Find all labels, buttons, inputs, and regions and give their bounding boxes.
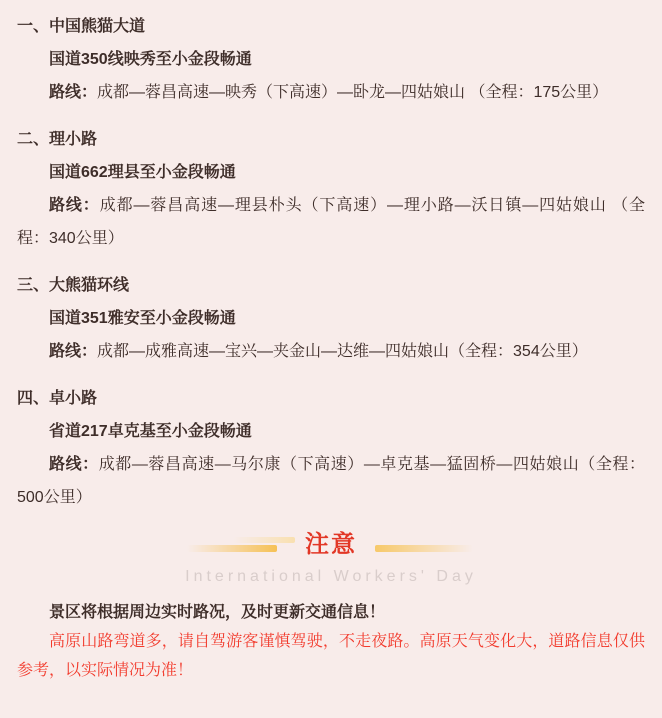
route-label: 路线： xyxy=(49,197,100,214)
notice-info-text: 景区将根据周边实时路况，及时更新交通信息！ xyxy=(49,604,386,621)
route-text: 成都—蓉昌高速—理县朴头（下高速）—理小路—沃日镇—四姑娘山 （全程：340公里） xyxy=(17,197,645,247)
route-label: 路线： xyxy=(49,456,99,473)
route-section-4 xyxy=(17,382,645,514)
route-section-heading: 二、理小路 xyxy=(17,131,98,148)
route-section-heading: 三、大熊猫环线 xyxy=(17,277,130,294)
notice-title: 注意 xyxy=(305,531,357,558)
route-text: 成都—蓉昌高速—马尔康（下高速）—卓克基—猛固桥—四姑娘山（全程：500公里） xyxy=(17,456,645,506)
gold-line-left-upper xyxy=(233,537,295,543)
route-section-heading: 四、卓小路 xyxy=(17,390,98,407)
route-description xyxy=(17,335,645,368)
route-description xyxy=(17,448,645,514)
gold-line-right-main xyxy=(375,545,473,552)
notice-subtitle-english: International Workers' Day xyxy=(185,568,477,585)
route-section-subtitle: 国道351雅安至小金段畅通 xyxy=(49,310,236,327)
route-section-subtitle: 国道350线映秀至小金段畅通 xyxy=(49,51,252,68)
route-section-1 xyxy=(17,10,645,109)
route-section-heading: 一、中国熊猫大道 xyxy=(17,18,146,35)
route-section-subtitle: 国道662理县至小金段畅通 xyxy=(49,164,236,181)
route-label: 路线： xyxy=(49,84,98,101)
route-description xyxy=(17,189,645,255)
route-description xyxy=(17,76,645,109)
notice-warning-text: 高原山路弯道多，请自驾游客谨慎驾驶，不走夜路。高原天气变化大，道路信息仅供参考，以实际情况为准！ xyxy=(17,633,645,679)
route-text: 成都—蓉昌高速—映秀（下高速）—卧龙—四姑娘山 （全程：175公里） xyxy=(97,84,609,101)
gold-line-right-decoration xyxy=(371,536,475,554)
route-section-2 xyxy=(17,123,645,255)
route-section-3 xyxy=(17,269,645,368)
route-text: 成都—成雅高速—宝兴—夹金山—达维—四姑娘山（全程：354公里） xyxy=(97,343,588,360)
route-section-subtitle: 省道217卓克基至小金段畅通 xyxy=(49,423,252,440)
gold-line-left-main xyxy=(187,545,277,552)
gold-line-left-decoration xyxy=(187,536,291,554)
route-label: 路线： xyxy=(49,343,98,360)
notice-header xyxy=(17,528,645,562)
